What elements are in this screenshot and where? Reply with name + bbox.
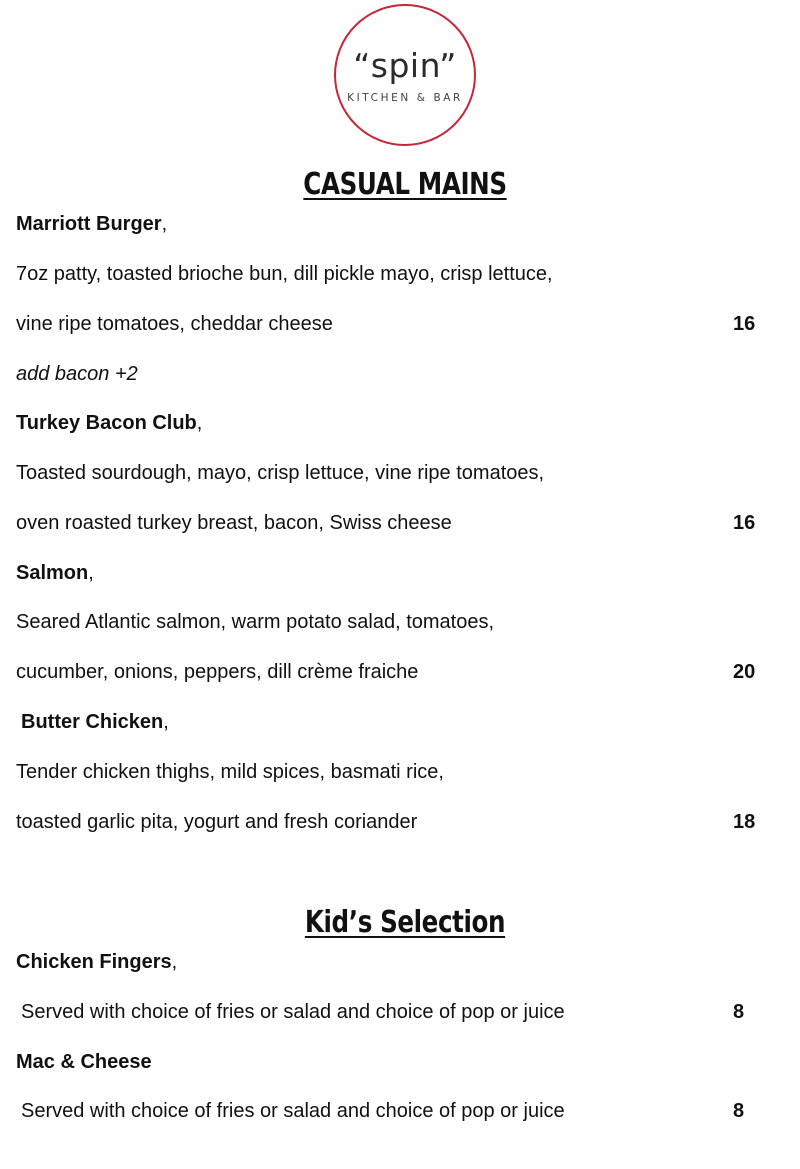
menu-item-marriott-burger-desc-2: vine ripe tomatoes, cheddar cheese (16, 313, 333, 335)
kids-selection-heading: Kid’s Selection (304, 905, 506, 940)
menu-item-turkey-club-desc-2: oven roasted turkey breast, bacon, Swiss cheese (16, 512, 452, 534)
menu-item-salmon-name (16, 561, 94, 585)
menu-item-turkey-club-price: 16 (733, 512, 756, 534)
item-comma: , (163, 711, 169, 733)
item-name: Salmon (16, 562, 89, 584)
menu-item-chicken-fingers-price: 8 (733, 1001, 745, 1023)
menu-item-butter-chicken-desc-2: toasted garlic pita, yogurt and fresh coriander (16, 811, 418, 833)
item-name: Butter Chicken (21, 711, 164, 733)
casual-mains-heading: CASUAL MAINS (303, 167, 507, 202)
menu-item-chicken-fingers-desc: Served with choice of fries or salad and choice of pop or juice (21, 1001, 565, 1023)
menu-item-turkey-club-name (16, 411, 202, 435)
item-name: Turkey Bacon Club (16, 412, 197, 434)
logo-subtitle: KITCHEN & BAR (347, 92, 463, 104)
menu-item-mac-cheese-name (16, 1050, 152, 1074)
menu-item-marriott-burger-price: 16 (733, 313, 756, 335)
item-note: add bacon +2 (16, 363, 138, 385)
menu-item-marriott-burger-note (16, 362, 138, 386)
menu-item-mac-cheese-price: 8 (733, 1100, 745, 1122)
item-comma: , (196, 412, 203, 434)
item-name: Marriott Burger (16, 213, 162, 235)
logo-wordmark: “spin” (353, 46, 457, 85)
menu-item-salmon-desc-1: Seared Atlantic salmon, warm potato salad, tomatoes, (16, 611, 495, 633)
item-comma: , (171, 951, 178, 973)
menu-item-butter-chicken-price: 18 (733, 811, 756, 833)
menu-item-mac-cheese-desc: Served with choice of fries or salad and choice of pop or juice (21, 1100, 565, 1122)
item-name: Mac & Cheese (16, 1051, 152, 1073)
menu-item-salmon-price: 20 (733, 661, 756, 683)
menu-item-marriott-burger-desc-1: 7oz patty, toasted brioche bun, dill pickle mayo, crisp lettuce, (16, 263, 553, 285)
menu-item-butter-chicken-desc-1: Tender chicken thighs, mild spices, basmati rice, (16, 761, 444, 783)
menu-item-butter-chicken-name (21, 710, 169, 734)
menu-item-chicken-fingers-name (16, 950, 177, 974)
menu-item-salmon-desc-2: cucumber, onions, peppers, dill crème fraiche (16, 661, 419, 683)
item-comma: , (88, 562, 94, 584)
item-name: Chicken Fingers (16, 951, 172, 973)
menu-item-turkey-club-desc-1: Toasted sourdough, mayo, crisp lettuce, vine ripe tomatoes, (16, 462, 545, 484)
spin-logo (334, 4, 476, 146)
item-comma: , (161, 213, 168, 235)
menu-item-marriott-burger-name (16, 212, 167, 236)
